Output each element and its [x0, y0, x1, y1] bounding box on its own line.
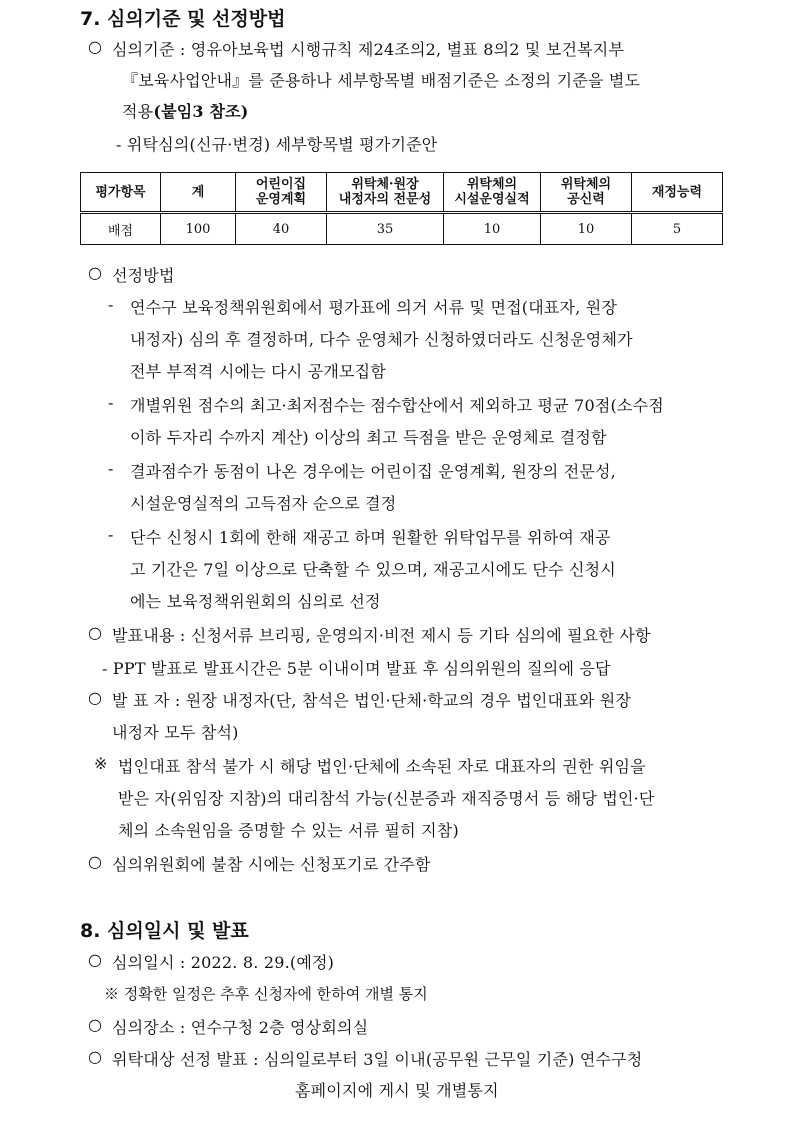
method-item-4-line-3: 에는 보육정책위원회의 심의로 선정 [130, 592, 381, 611]
method-item-4-line-1: 단수 신청시 1회에 한해 재공고 하며 원활한 위탁업무를 위하여 재공 [130, 528, 611, 547]
header-cell-item: 평가항목 [81, 173, 161, 213]
absent-bullet: ○ [88, 852, 103, 871]
criteria-line-2: 『보육사업안내』를 준용하나 세부항목별 배점기준은 소정의 기준을 별도 [122, 71, 641, 90]
method-item-1-line-1: 연수구 보육정책위원회에서 평가표에 의거 서류 및 면접(대표자, 원장 [130, 298, 618, 317]
score-cell-finance: 5 [632, 213, 723, 245]
criteria-line-1: 심의기준 : 영유아보육법 시행규칙 제24조의2, 별표 8의2 및 보건복지부 [112, 40, 625, 59]
section-7-title: 7. 심의기준 및 선정방법 [80, 8, 286, 30]
announce-bullet: ○ [88, 1047, 103, 1066]
method-item-2-line-2: 이하 두자리 수까지 계산) 이상의 최고 득점을 받은 운영체로 결정함 [130, 428, 607, 447]
method-item-1-line-3: 전부 부적격 시에는 다시 공개모집함 [130, 362, 386, 381]
announce-line-1: 위탁대상 선정 발표 : 심의일로부터 3일 이내(공무원 근무일 기준) 연수구청 [112, 1050, 643, 1069]
presentation-bullet: ○ [88, 623, 103, 642]
method-bullet: ○ [88, 263, 103, 282]
row-label-cell: 배점 [81, 213, 161, 245]
method-item-2-line-1: 개별위원 점수의 최고·최저점수는 점수합산에서 제외하고 평균 70점(소수점 [130, 396, 664, 415]
method-item-1-line-2: 내정자) 심의 후 결정하며, 다수 운영체가 신청하였더라도 신청운영체가 [130, 330, 633, 349]
note-line-3: 체의 소속원임을 증명할 수 있는 서류 필히 지참) [118, 821, 459, 840]
date-bullet: ○ [88, 950, 103, 969]
header-cell-plan: 어린이집 운영계획 [236, 173, 327, 213]
criteria-sub: - 위탁심의(신규·변경) 세부항목별 평가기준안 [116, 135, 438, 154]
score-cell-expertise: 35 [327, 213, 444, 245]
method-dash-4: - [108, 525, 114, 544]
method-title: 선정방법 [112, 266, 175, 285]
header-cell-total: 계 [161, 173, 236, 213]
score-cell-plan: 40 [236, 213, 327, 245]
note-line-1: 법인대표 참석 불가 시 해당 법인·단체에 소속된 자로 대표자의 권한 위임을 [118, 757, 646, 776]
method-item-3-line-2: 시설운영실적의 고득점자 순으로 결정 [130, 494, 397, 513]
header-cell-record: 위탁체의 시설운영실적 [444, 173, 541, 213]
note-line-2: 받은 자(위임장 지참)의 대리참석 가능(신분증과 재직증명서 등 해당 법인·단 [118, 789, 655, 808]
date-note: ※ 정확한 일정은 추후 신청자에 한하여 개별 통지 [104, 985, 428, 1003]
score-cell-total: 100 [161, 213, 236, 245]
announce-line-2: 홈페이지에 게시 및 개별통지 [295, 1081, 499, 1100]
method-item-4-line-2: 고 기간은 7일 이상으로 단축할 수 있으며, 재공고시에도 단수 신청시 [130, 560, 616, 579]
scoring-table [80, 172, 723, 245]
place-bullet: ○ [88, 1015, 103, 1034]
criteria-line-3-text: 적용 [122, 102, 154, 121]
scoring-table-row [81, 213, 723, 245]
header-cell-expertise: 위탁체·원장 내정자의 전문성 [327, 173, 444, 213]
criteria-line-3 [122, 99, 249, 122]
method-dash-3: - [108, 459, 114, 478]
method-dash-2: - [108, 393, 114, 412]
criteria-attachment-ref: (붙임3 참조) [153, 102, 249, 121]
presenter-line-1: 발 표 자 : 원장 내정자(단, 참석은 법인·단체·학교의 경우 법인대표와 원장 [112, 691, 632, 710]
header-cell-finance: 재정능력 [632, 173, 723, 213]
criteria-bullet: ○ [88, 37, 103, 56]
score-cell-credibility: 10 [541, 213, 632, 245]
presenter-line-2: 내정자 모두 참석) [112, 723, 239, 742]
header-cell-credibility: 위탁체의 공신력 [541, 173, 632, 213]
note-mark: ※ [94, 754, 108, 773]
scoring-table-header-row [81, 173, 723, 213]
score-cell-record: 10 [444, 213, 541, 245]
presentation-sub: - PPT 발표로 발표시간은 5분 이내이며 발표 후 심의위원의 질의에 응답 [102, 659, 611, 678]
date-line-1: 심의일시 : 2022. 8. 29.(예정) [112, 953, 335, 972]
method-dash-1: - [108, 295, 114, 314]
place-line-1: 심의장소 : 연수구청 2층 영상회의실 [112, 1018, 369, 1037]
presenter-bullet: ○ [88, 688, 103, 707]
presentation-line-1: 발표내용 : 신청서류 브리핑, 운영의지·비전 제시 등 기타 심의에 필요한 사항 [112, 626, 651, 645]
method-item-3-line-1: 결과점수가 동점이 나온 경우에는 어린이집 운영계획, 원장의 전문성, [130, 462, 616, 481]
section-8-title: 8. 심의일시 및 발표 [80, 920, 249, 942]
absent-line-1: 심의위원회에 불참 시에는 신청포기로 간주함 [112, 855, 431, 874]
